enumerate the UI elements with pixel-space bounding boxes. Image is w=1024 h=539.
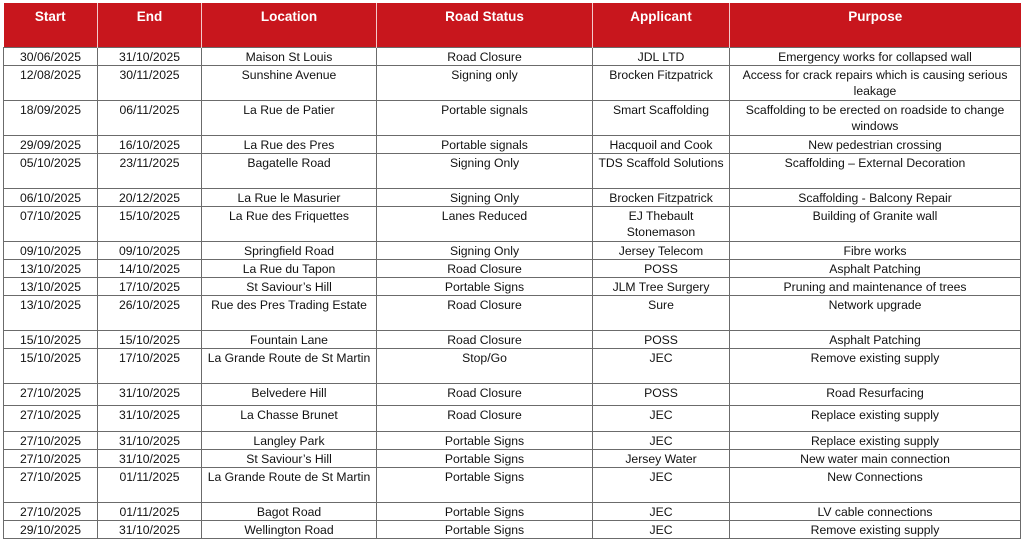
cell-location: Wellington Road [202,521,377,539]
cell-end: 31/10/2025 [98,432,202,450]
cell-start: 30/06/2025 [4,48,98,66]
cell-applicant: Hacquoil and Cook [593,136,730,154]
cell-end: 01/11/2025 [98,503,202,521]
cell-purpose: Road Resurfacing [730,384,1021,406]
cell-end: 31/10/2025 [98,48,202,66]
cell-applicant: JEC [593,503,730,521]
cell-start: 27/10/2025 [4,468,98,503]
cell-end: 01/11/2025 [98,468,202,503]
cell-road-status: Road Closure [377,331,593,349]
table-row [4,207,1021,242]
cell-end: 23/11/2025 [98,154,202,189]
table-row [4,296,1021,331]
cell-applicant: JEC [593,406,730,432]
header-road-status: Road Status [377,3,593,48]
cell-end: 17/10/2025 [98,278,202,296]
cell-purpose: Remove existing supply [730,349,1021,384]
header-applicant: Applicant [593,3,730,48]
cell-road-status: Road Closure [377,296,593,331]
cell-purpose: Access for crack repairs which is causing serious leakage [730,66,1021,101]
cell-purpose: Emergency works for collapsed wall [730,48,1021,66]
cell-start: 18/09/2025 [4,101,98,136]
cell-purpose: Scaffolding to be erected on roadside to change windows [730,101,1021,136]
header-end: End [98,3,202,48]
cell-location: Rue des Pres Trading Estate [202,296,377,331]
cell-purpose: New Connections [730,468,1021,503]
cell-location: Sunshine Avenue [202,66,377,101]
table-row [4,242,1021,260]
cell-end: 31/10/2025 [98,384,202,406]
cell-end: 31/10/2025 [98,406,202,432]
cell-location: La Grande Route de St Martin [202,349,377,384]
cell-location: La Rue des Friquettes [202,207,377,242]
cell-start: 12/08/2025 [4,66,98,101]
cell-start: 15/10/2025 [4,349,98,384]
table-row [4,468,1021,503]
table-row [4,521,1021,539]
cell-applicant: EJ Thebault Stonemason [593,207,730,242]
cell-end: 14/10/2025 [98,260,202,278]
table-row [4,278,1021,296]
cell-purpose: Asphalt Patching [730,331,1021,349]
cell-purpose: Fibre works [730,242,1021,260]
cell-applicant: JEC [593,349,730,384]
roadworks-table [3,3,1021,539]
cell-purpose: New water main connection [730,450,1021,468]
cell-location: St Saviour’s Hill [202,450,377,468]
table-row [4,154,1021,189]
cell-purpose: Scaffolding - Balcony Repair [730,189,1021,207]
cell-start: 27/10/2025 [4,450,98,468]
table-row [4,136,1021,154]
table-row [4,406,1021,432]
cell-road-status: Signing Only [377,242,593,260]
cell-location: Belvedere Hill [202,384,377,406]
cell-end: 06/11/2025 [98,101,202,136]
cell-applicant: Sure [593,296,730,331]
cell-applicant: Brocken Fitzpatrick [593,189,730,207]
cell-road-status: Signing Only [377,189,593,207]
cell-start: 27/10/2025 [4,384,98,406]
cell-end: 17/10/2025 [98,349,202,384]
cell-applicant: JDL LTD [593,48,730,66]
cell-road-status: Signing Only [377,154,593,189]
cell-location: La Rue des Pres [202,136,377,154]
cell-road-status: Portable signals [377,136,593,154]
cell-start: 27/10/2025 [4,503,98,521]
cell-start: 27/10/2025 [4,406,98,432]
table-row [4,432,1021,450]
header-purpose: Purpose [730,3,1021,48]
table-row [4,384,1021,406]
cell-road-status: Signing only [377,66,593,101]
cell-road-status: Road Closure [377,260,593,278]
table-row [4,503,1021,521]
cell-applicant: Jersey Telecom [593,242,730,260]
cell-road-status: Portable Signs [377,278,593,296]
cell-applicant: Jersey Water [593,450,730,468]
cell-applicant: JEC [593,521,730,539]
cell-location: Maison St Louis [202,48,377,66]
header-row [4,3,1021,48]
cell-location: Langley Park [202,432,377,450]
cell-start: 13/10/2025 [4,296,98,331]
cell-purpose: New pedestrian crossing [730,136,1021,154]
cell-road-status: Road Closure [377,384,593,406]
cell-end: 15/10/2025 [98,207,202,242]
cell-start: 27/10/2025 [4,432,98,450]
cell-location: La Rue du Tapon [202,260,377,278]
cell-road-status: Portable Signs [377,521,593,539]
cell-start: 09/10/2025 [4,242,98,260]
cell-road-status: Portable signals [377,101,593,136]
cell-road-status: Portable Signs [377,432,593,450]
cell-purpose: Replace existing supply [730,406,1021,432]
cell-applicant: POSS [593,260,730,278]
cell-applicant: JEC [593,432,730,450]
cell-end: 30/11/2025 [98,66,202,101]
cell-end: 20/12/2025 [98,189,202,207]
cell-applicant: Smart Scaffolding [593,101,730,136]
cell-location: La Rue le Masurier [202,189,377,207]
cell-start: 13/10/2025 [4,260,98,278]
cell-end: 15/10/2025 [98,331,202,349]
cell-purpose: Building of Granite wall [730,207,1021,242]
table-row [4,331,1021,349]
cell-purpose: Network upgrade [730,296,1021,331]
cell-applicant: TDS Scaffold Solutions [593,154,730,189]
cell-applicant: JEC [593,468,730,503]
table-row [4,48,1021,66]
cell-start: 15/10/2025 [4,331,98,349]
cell-location: La Chasse Brunet [202,406,377,432]
cell-location: Fountain Lane [202,331,377,349]
cell-start: 07/10/2025 [4,207,98,242]
cell-road-status: Stop/Go [377,349,593,384]
cell-applicant: POSS [593,331,730,349]
cell-start: 29/09/2025 [4,136,98,154]
cell-road-status: Road Closure [377,48,593,66]
cell-start: 06/10/2025 [4,189,98,207]
cell-purpose: Asphalt Patching [730,260,1021,278]
cell-location: Bagatelle Road [202,154,377,189]
cell-location: Bagot Road [202,503,377,521]
cell-end: 09/10/2025 [98,242,202,260]
cell-road-status: Portable Signs [377,468,593,503]
header-location: Location [202,3,377,48]
table-row [4,260,1021,278]
cell-end: 31/10/2025 [98,450,202,468]
table-row [4,101,1021,136]
header-start: Start [4,3,98,48]
table-row [4,66,1021,101]
cell-applicant: POSS [593,384,730,406]
cell-applicant: Brocken Fitzpatrick [593,66,730,101]
cell-road-status: Road Closure [377,406,593,432]
cell-location: La Rue de Patier [202,101,377,136]
cell-purpose: Replace existing supply [730,432,1021,450]
cell-purpose: Remove existing supply [730,521,1021,539]
cell-road-status: Portable Signs [377,450,593,468]
cell-location: La Grande Route de St Martin [202,468,377,503]
cell-start: 13/10/2025 [4,278,98,296]
cell-road-status: Lanes Reduced [377,207,593,242]
cell-road-status: Portable Signs [377,503,593,521]
cell-purpose: LV cable connections [730,503,1021,521]
table-row [4,349,1021,384]
cell-end: 31/10/2025 [98,521,202,539]
cell-location: Springfield Road [202,242,377,260]
table-row [4,450,1021,468]
cell-purpose: Pruning and maintenance of trees [730,278,1021,296]
cell-location: St Saviour’s Hill [202,278,377,296]
cell-end: 16/10/2025 [98,136,202,154]
cell-applicant: JLM Tree Surgery [593,278,730,296]
cell-start: 05/10/2025 [4,154,98,189]
cell-purpose: Scaffolding – External Decoration [730,154,1021,189]
table-row [4,189,1021,207]
cell-end: 26/10/2025 [98,296,202,331]
cell-start: 29/10/2025 [4,521,98,539]
